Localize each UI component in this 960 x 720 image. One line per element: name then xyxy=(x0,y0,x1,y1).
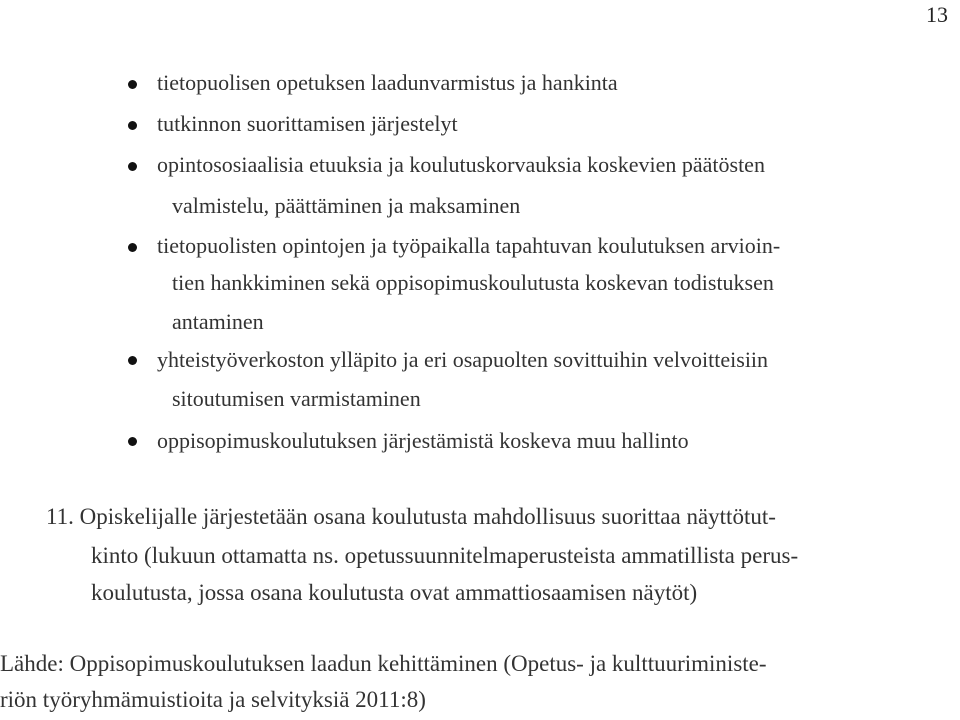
bullet-item-2-line-1: tutkinnon suorittamisen järjestelyt xyxy=(157,111,458,136)
bullet-dot xyxy=(128,356,137,365)
item-11-line-3: koulutusta, jossa osana koulutusta ovat ammattiosaamisen näytöt) xyxy=(91,580,698,605)
source-line-1: Lähde: Oppisopimuskoulutuksen laadun kehittäminen (Opetus- ja kulttuuriministe- xyxy=(0,651,767,676)
item-11-line-1: 11. Opiskelijalle järjestetään osana koulutusta mahdollisuus suorittaa näyttötut- xyxy=(46,504,776,529)
bullet-dot xyxy=(128,243,137,252)
bullet-item-5-line-2: sitoutumisen varmistaminen xyxy=(172,386,421,411)
bullet-item-6-line-1: oppisopimuskoulutuksen järjestämistä koskeva muu hallinto xyxy=(157,428,689,453)
bullet-item-4-line-1: tietopuolisten opintojen ja työpaikalla tapahtuvan koulutuksen arvioin- xyxy=(157,233,781,258)
page-number: 13 xyxy=(926,2,948,27)
bullet-dot xyxy=(128,437,137,446)
bullet-item-5-line-1: yhteistyöverkoston ylläpito ja eri osapuolten sovittuihin velvoitteisiin xyxy=(157,347,769,372)
bullet-item-1-line-1: tietopuolisen opetuksen laadunvarmistus ja hankinta xyxy=(157,70,618,95)
bullet-dot xyxy=(128,121,137,130)
bullet-item-4-line-3: antaminen xyxy=(172,309,264,334)
bullet-item-4-line-2: tien hankkiminen sekä oppisopimuskoulutusta koskevan todistuksen xyxy=(172,270,774,295)
bullet-item-3-line-2: valmistelu, päättäminen ja maksaminen xyxy=(172,193,521,218)
item-11-line-2: kinto (lukuun ottamatta ns. opetussuunnitelmaperusteista ammatillista perus- xyxy=(91,543,799,568)
bullet-dot xyxy=(128,80,137,89)
bullet-item-3-line-1: opintososiaalisia etuuksia ja koulutuskorvauksia koskevien päätösten xyxy=(157,152,765,177)
bullet-dot xyxy=(128,162,137,171)
source-line-2: riön työryhmämuistioita ja selvityksiä 2011:8) xyxy=(0,687,426,712)
